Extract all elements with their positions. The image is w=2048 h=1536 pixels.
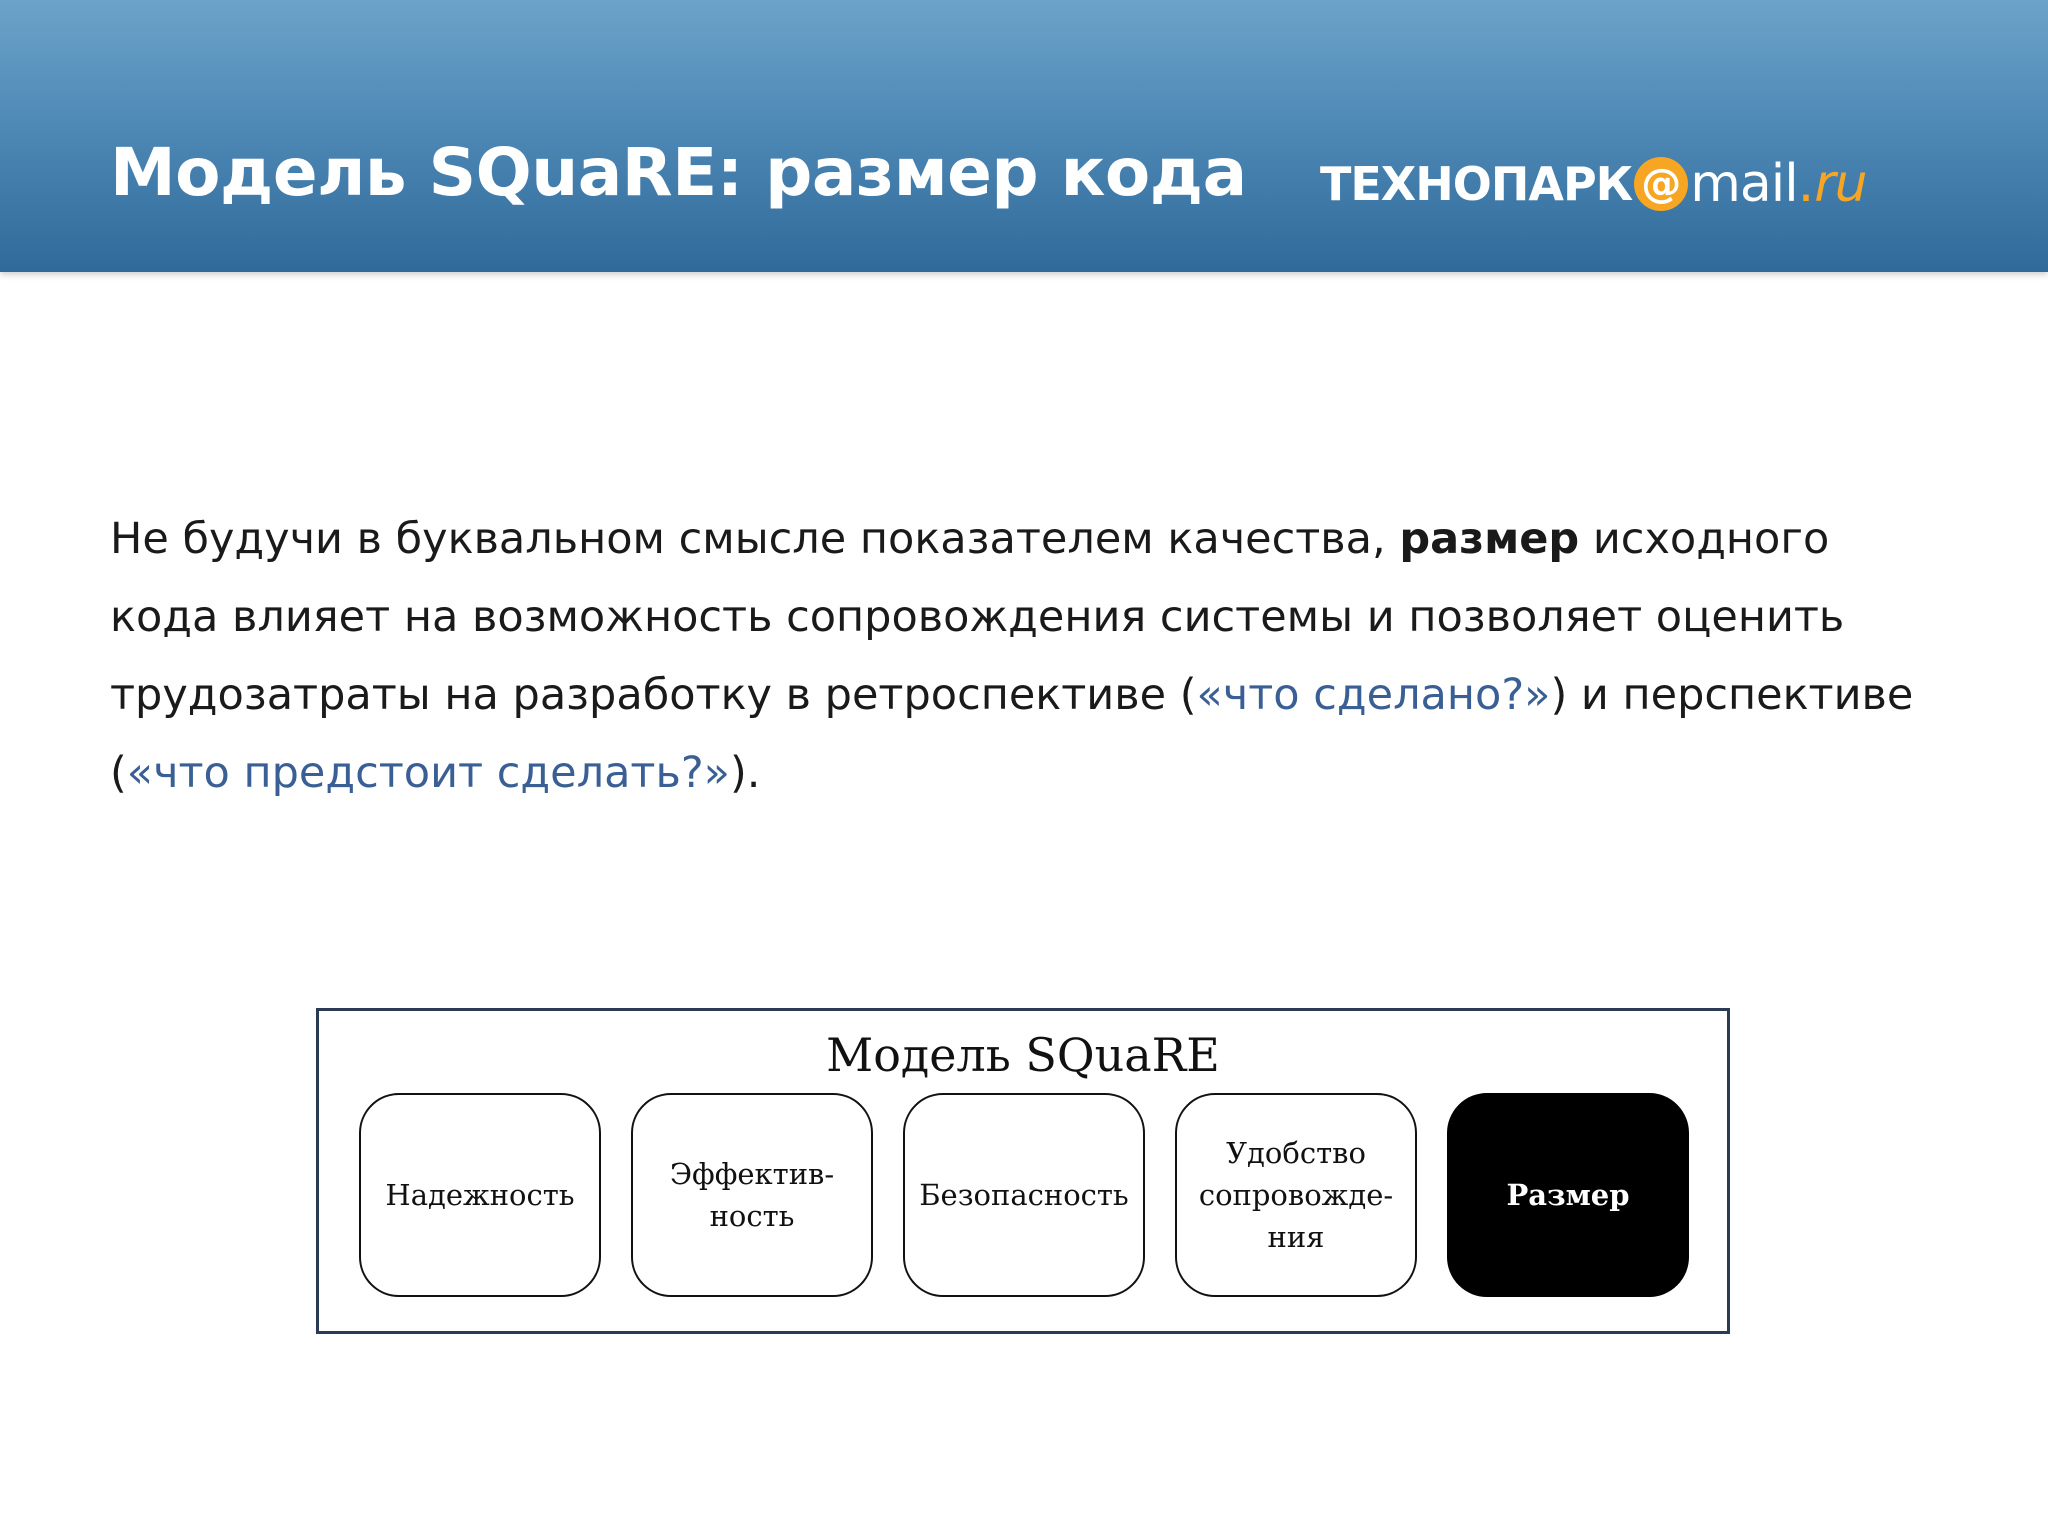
technopark-mail-ru-logo <box>1320 148 1867 220</box>
logo-text-mail: mail <box>1690 154 1798 214</box>
diagram-title: Модель SQuaRE <box>826 1028 1220 1082</box>
diagram-box-security: Безопасность <box>903 1093 1145 1297</box>
slide-header <box>0 0 2048 272</box>
logo-text-dot: . <box>1797 154 1815 214</box>
paragraph-quote-todo: «что предстоит сделать?» <box>126 748 730 798</box>
slide-title: Модель SQuaRE: размер кода <box>110 134 1247 211</box>
paragraph-text-2: исходного кода влияет на возможность сопровождения системы и позволяет оценить трудозатраты на разработку в ретроспективе ( <box>110 514 1845 720</box>
diagram-box-efficiency: Эффектив- ность <box>631 1093 873 1297</box>
square-model-diagram <box>316 1008 1730 1334</box>
paragraph-text-3: ) и перспективе ( <box>110 670 1914 798</box>
diagram-box-maintainability: Удобство сопровожде- ния <box>1175 1093 1417 1297</box>
paragraph-quote-done: «что сделано?» <box>1196 670 1551 720</box>
diagram-box-reliability: Надежность <box>359 1093 601 1297</box>
diagram-box-size-highlighted: Размер <box>1447 1093 1689 1297</box>
logo-at-icon: @ <box>1634 157 1688 211</box>
logo-text-technopark: ТЕХНОПАРК <box>1320 157 1633 211</box>
paragraph-text-1: Не будучи в буквальном смысле показателем качества, <box>110 514 1400 564</box>
paragraph-bold-term: размер <box>1399 514 1580 564</box>
paragraph-text-4: ). <box>729 748 761 798</box>
logo-text-ru: ru <box>1814 154 1867 214</box>
body-paragraph <box>110 500 1950 812</box>
